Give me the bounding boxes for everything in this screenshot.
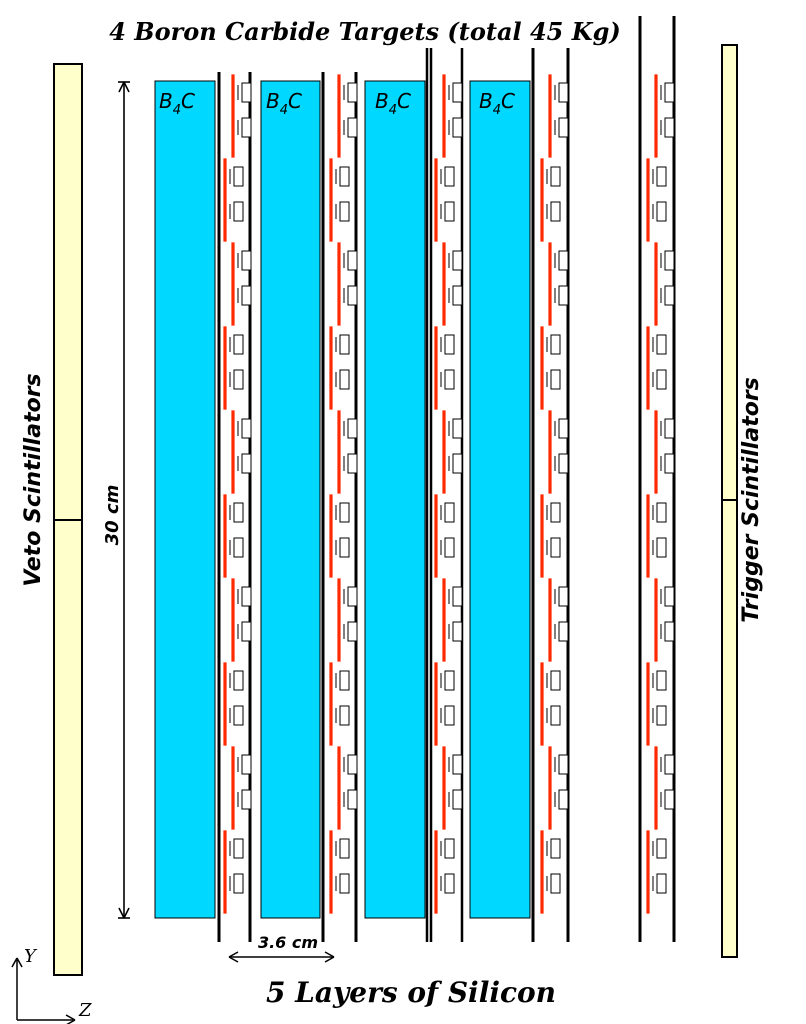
target-2-label-main: B	[266, 89, 280, 113]
silicon-layer-2-readout-chip-4-2	[340, 370, 349, 389]
silicon-layers-label: 5 Layers of Silicon	[265, 976, 557, 1009]
silicon-layer-3-readout-chip-7-2	[453, 622, 462, 641]
silicon-layer-4-readout-chip-8-2	[551, 706, 560, 725]
silicon-layer-5-readout-chip-8-1	[657, 671, 666, 690]
silicon-layer-2-readout-chip-5-1	[348, 419, 357, 438]
y-axis-label: Y	[24, 946, 36, 967]
silicon-layer-5-readout-chip-2-1	[657, 167, 666, 186]
silicon-layer-1-readout-chip-6-2	[234, 538, 243, 557]
silicon-layer-1-readout-chip-7-1	[242, 587, 251, 606]
silicon-layer-4-readout-chip-1-2	[559, 118, 568, 137]
silicon-layer-1-readout-chip-8-2	[234, 706, 243, 725]
silicon-layer-1-readout-chip-4-2	[234, 370, 243, 389]
silicon-layer-1-readout-chip-6-1	[234, 503, 243, 522]
height-label: 30 cm	[102, 484, 123, 546]
silicon-layer-5	[640, 16, 674, 942]
silicon-layer-4-readout-chip-9-2	[559, 790, 568, 809]
silicon-layer-5-readout-chip-5-1	[665, 419, 674, 438]
target-1-label-main: B	[159, 89, 173, 113]
spacing-label: 3.6 cm	[257, 933, 319, 952]
silicon-layer-5-readout-chip-10-1	[657, 839, 666, 858]
silicon-layer-3-readout-chip-7-1	[453, 587, 462, 606]
silicon-layer-3-readout-chip-2-1	[445, 167, 454, 186]
silicon-layer-5-readout-chip-9-2	[665, 790, 674, 809]
silicon-layer-1-readout-chip-2-1	[234, 167, 243, 186]
silicon-layer-5-readout-chip-3-2	[665, 286, 674, 305]
silicon-layer-4-readout-chip-5-1	[559, 419, 568, 438]
silicon-layer-1-readout-chip-3-2	[242, 286, 251, 305]
silicon-layer-4-readout-chip-2-2	[551, 202, 560, 221]
silicon-layer-5-readout-chip-4-2	[657, 370, 666, 389]
silicon-layer-1-readout-chip-4-1	[234, 335, 243, 354]
silicon-layer-3-readout-chip-8-2	[445, 706, 454, 725]
silicon-layer-5-readout-chip-5-2	[665, 454, 674, 473]
silicon-layer-1-readout-chip-2-2	[234, 202, 243, 221]
silicon-layer-1-readout-chip-9-2	[242, 790, 251, 809]
veto-scintillators-label: Veto Scintillators	[21, 373, 46, 587]
target-3	[365, 81, 425, 918]
silicon-layer-3-readout-chip-3-2	[453, 286, 462, 305]
target-1-label-sub: 4	[172, 103, 182, 118]
silicon-layer-3-readout-chip-5-2	[453, 454, 462, 473]
veto-scintillator	[54, 64, 82, 975]
silicon-layer-4-readout-chip-3-2	[559, 286, 568, 305]
silicon-layer-2-readout-chip-6-2	[340, 538, 349, 557]
silicon-layer-5-readout-chip-7-2	[665, 622, 674, 641]
silicon-layer-5-readout-chip-1-1	[665, 83, 674, 102]
silicon-layer-4-readout-chip-2-1	[551, 167, 560, 186]
target-4	[470, 81, 530, 918]
silicon-layer-5-readout-chip-7-1	[665, 587, 674, 606]
silicon-layer-2-readout-chip-9-2	[348, 790, 357, 809]
target-4-label-end: C	[501, 89, 515, 113]
silicon-layer-3-readout-chip-5-1	[453, 419, 462, 438]
target-3-label-sub: 4	[388, 103, 398, 118]
trigger-scintillators-label: Trigger Scintillators	[739, 377, 764, 623]
silicon-layer-4	[533, 48, 568, 942]
target-1-label-end: C	[181, 89, 195, 113]
diagram-title: 4 Boron Carbide Targets (total 45 Kg)	[109, 17, 621, 46]
z-axis-label: Z	[79, 1000, 92, 1021]
silicon-layer-1-readout-chip-1-2	[242, 118, 251, 137]
silicon-layer-2-readout-chip-2-1	[340, 167, 349, 186]
target-2-label-sub: 4	[279, 103, 289, 118]
silicon-layer-2-readout-chip-7-1	[348, 587, 357, 606]
silicon-layer-2-readout-chip-1-2	[348, 118, 357, 137]
silicon-layer-3-readout-chip-10-1	[445, 839, 454, 858]
silicon-layer-5-readout-chip-8-2	[657, 706, 666, 725]
silicon-layer-2-readout-chip-10-2	[340, 874, 349, 893]
silicon-layer-1-readout-chip-10-2	[234, 874, 243, 893]
silicon-layer-3-readout-chip-10-2	[445, 874, 454, 893]
silicon-layer-4-readout-chip-4-1	[551, 335, 560, 354]
target-3-label-main: B	[375, 89, 389, 113]
silicon-layer-1-readout-chip-9-1	[242, 755, 251, 774]
silicon-layer-3-readout-chip-4-1	[445, 335, 454, 354]
silicon-layer-1-readout-chip-3-1	[242, 251, 251, 270]
silicon-layer-5-readout-chip-3-1	[665, 251, 674, 270]
silicon-layer-1-readout-chip-5-1	[242, 419, 251, 438]
silicon-layer-4-readout-chip-4-2	[551, 370, 560, 389]
silicon-layer-4-readout-chip-5-2	[559, 454, 568, 473]
silicon-layer-2-readout-chip-7-2	[348, 622, 357, 641]
silicon-layer-3-readout-chip-4-2	[445, 370, 454, 389]
silicon-layer-5-readout-chip-6-1	[657, 503, 666, 522]
silicon-layer-3-readout-chip-6-1	[445, 503, 454, 522]
silicon-layer-2-readout-chip-5-2	[348, 454, 357, 473]
target-4-label-sub: 4	[492, 103, 502, 118]
silicon-layer-4-readout-chip-6-2	[551, 538, 560, 557]
silicon-layer-1-readout-chip-8-1	[234, 671, 243, 690]
silicon-layer-3-readout-chip-9-1	[453, 755, 462, 774]
silicon-layer-1-readout-chip-7-2	[242, 622, 251, 641]
silicon-layer-4-readout-chip-10-1	[551, 839, 560, 858]
silicon-layer-5-readout-chip-10-2	[657, 874, 666, 893]
silicon-layer-4-readout-chip-1-1	[559, 83, 568, 102]
silicon-layer-1-readout-chip-10-1	[234, 839, 243, 858]
silicon-layer-4-readout-chip-3-1	[559, 251, 568, 270]
silicon-layer-2-readout-chip-1-1	[348, 83, 357, 102]
silicon-layer-4-readout-chip-9-1	[559, 755, 568, 774]
silicon-layer-3	[427, 48, 462, 942]
silicon-layer-5-readout-chip-4-1	[657, 335, 666, 354]
silicon-layer-4-readout-chip-8-1	[551, 671, 560, 690]
silicon-layer-3-readout-chip-1-2	[453, 118, 462, 137]
silicon-layer-2-readout-chip-8-1	[340, 671, 349, 690]
silicon-layer-4-readout-chip-10-2	[551, 874, 560, 893]
silicon-layer-2-readout-chip-9-1	[348, 755, 357, 774]
target-4-label-main: B	[479, 89, 493, 113]
target-1	[155, 81, 215, 918]
silicon-layer-5-readout-chip-9-1	[665, 755, 674, 774]
silicon-layer-3-readout-chip-8-1	[445, 671, 454, 690]
silicon-layer-5-readout-chip-1-2	[665, 118, 674, 137]
silicon-layer-2-readout-chip-3-2	[348, 286, 357, 305]
silicon-layer-2-readout-chip-2-2	[340, 202, 349, 221]
silicon-layer-2-readout-chip-10-1	[340, 839, 349, 858]
silicon-layer-4-readout-chip-6-1	[551, 503, 560, 522]
spacing-dimension	[229, 952, 334, 962]
trigger-scintillator	[722, 45, 737, 957]
silicon-layer-4-readout-chip-7-2	[559, 622, 568, 641]
silicon-layer-2-readout-chip-8-2	[340, 706, 349, 725]
silicon-layer-4-readout-chip-7-1	[559, 587, 568, 606]
silicon-layer-3-readout-chip-3-1	[453, 251, 462, 270]
target-3-label-end: C	[397, 89, 411, 113]
silicon-layer-2-readout-chip-4-1	[340, 335, 349, 354]
silicon-layer-5-readout-chip-2-2	[657, 202, 666, 221]
silicon-layer-3-readout-chip-1-1	[453, 83, 462, 102]
silicon-layer-3-readout-chip-2-2	[445, 202, 454, 221]
silicon-layer-3-readout-chip-6-2	[445, 538, 454, 557]
target-2	[261, 81, 320, 918]
silicon-layer-2-readout-chip-6-1	[340, 503, 349, 522]
silicon-layer-3-readout-chip-9-2	[453, 790, 462, 809]
silicon-layer-1	[219, 72, 251, 942]
silicon-layer-1-readout-chip-1-1	[242, 83, 251, 102]
silicon-layer-2-readout-chip-3-1	[348, 251, 357, 270]
silicon-layer-1-readout-chip-5-2	[242, 454, 251, 473]
silicon-layer-5-readout-chip-6-2	[657, 538, 666, 557]
silicon-layer-2	[323, 72, 357, 942]
target-2-label-end: C	[288, 89, 302, 113]
